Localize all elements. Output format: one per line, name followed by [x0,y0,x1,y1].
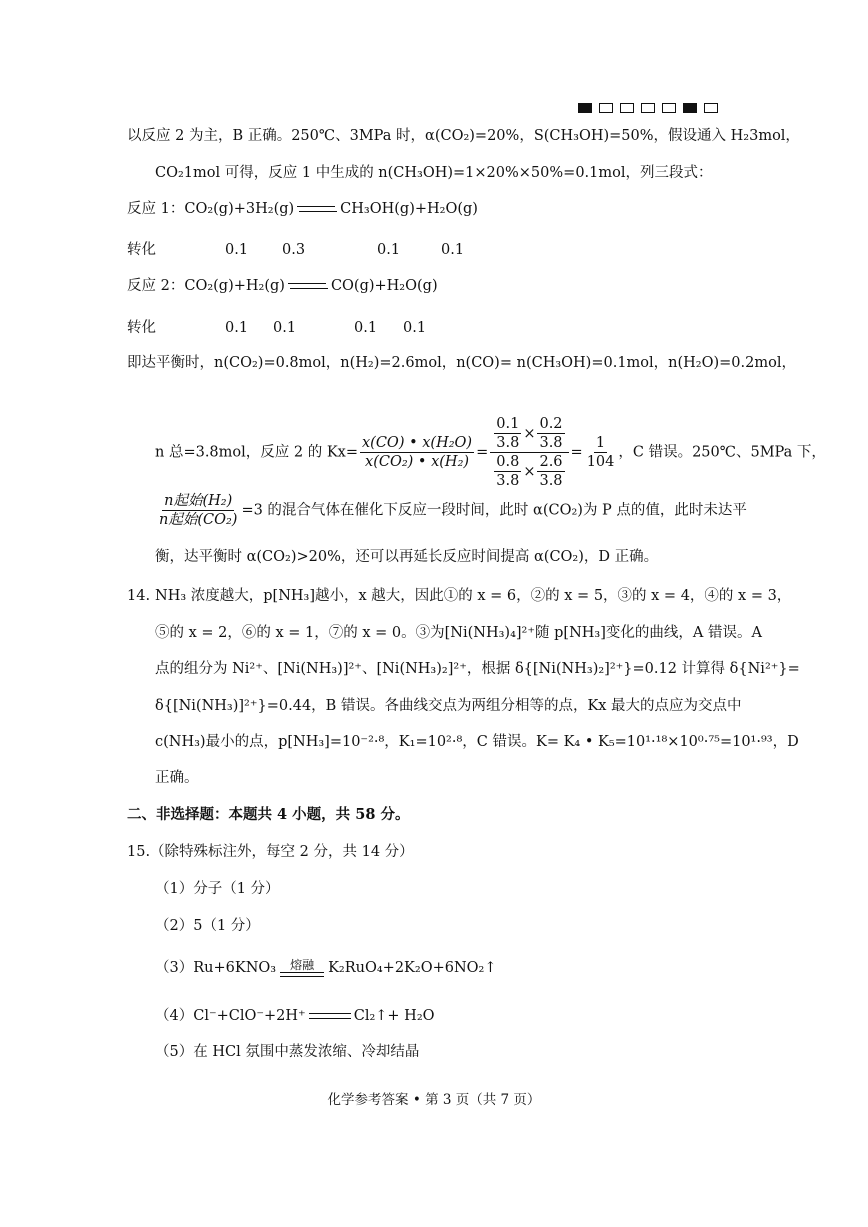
answer-3-reactants: （3）Ru+6KNO₃ [155,960,277,976]
kx-suffix: ，C 错误。250℃、5MPa 下， [618,444,826,461]
r2-conv-value: 0.1 [354,320,378,336]
r1-conv-value: 0.1 [441,242,465,258]
reaction-1-conversion-label: 转化 [127,242,156,258]
equals-arrow-icon [280,972,324,977]
q14-line: δ{[Ni(NH₃)]²⁺}=0.44，B 错误。各曲线交点为两组分相等的点，Kx 最大的点应为交点中 [155,698,742,714]
reaction-1-label: 反应 1： [127,201,185,217]
reaction-2-equation [127,276,438,296]
q15-header: 15.（除特殊标注外，每空 2 分，共 14 分） [127,844,414,860]
equilibrium-arrow-icon [297,204,337,214]
q14-line: 正确。 [155,770,199,786]
equilibrium-line: 即达平衡时，n(CO₂)=0.8mol，n(H₂)=2.6mol，n(CO)= n(CH₃OH)=0.1mol，n(H₂O)=0.2mol， [127,355,796,371]
q15-answer-1: （1）分子（1 分） [155,881,280,897]
r1-conv-value: 0.1 [377,242,401,258]
reaction-2-reactants: CO₂(g)+H₂(g) [184,278,285,294]
reaction-2-products: CO(g)+H₂O(g) [330,278,438,294]
frac-numerator: 2.6 [539,454,563,470]
marker-box-empty [599,103,613,113]
frac-h2 [537,453,564,490]
page-marker-boxes [578,103,718,113]
equals-arrow-icon [309,1013,351,1019]
reaction-1-reactants: CO₂(g)+3H₂(g) [184,201,295,217]
reaction-1-products: CH₃OH(g)+H₂O(g) [340,201,478,217]
q13-last-line: 衡，达平衡时 α(CO₂)>20%，还可以再延长反应时间提高 α(CO₂)，D 正确。 [155,549,659,565]
answer-4-products: Cl₂↑+ H₂O [353,1008,435,1024]
marker-box-empty [704,103,718,113]
frac-co [494,415,521,452]
ratio-fraction [157,492,239,529]
kx-formula-fraction [360,434,474,471]
frac-numerator: 1 [595,435,606,451]
page-footer: 化学参考答案 • 第 3 页（共 7 页） [327,1092,541,1108]
frac-numerator: 0.2 [539,416,563,432]
marker-box-filled [578,103,592,113]
r2-conv-value: 0.1 [225,320,249,336]
frac-denominator: 3.8 [496,473,520,489]
kx-formula-denominator: x(CO₂) • x(H₂) [365,454,470,470]
q15-answer-2: （2）5（1 分） [155,918,260,934]
frac-denominator: 3.8 [496,435,520,451]
ratio-suffix: =3 的混合气体在催化下反应一段时间，此时 α(CO₂)为 P 点的值，此时未达平 [241,502,747,519]
kx-formula-numerator: x(CO) • x(H₂O) [362,435,473,451]
reaction-condition [280,959,324,977]
marker-box-empty [641,103,655,113]
frac-denominator: 3.8 [539,435,563,451]
kx-prefix: n 总=3.8mol，反应 2 的 Kx= [155,444,358,461]
q13-line-2: CO₂1mol 可得，反应 1 中生成的 n(CH₃OH)=1×20%×50%=0.1mol，列三段式： [155,165,713,181]
equilibrium-arrow-icon [288,281,328,291]
ratio-denominator: n起始(CO₂) [159,512,238,528]
reaction-2-label: 反应 2： [127,278,185,294]
frac-numerator: 0.8 [496,454,520,470]
frac-denominator: 104 [586,454,615,470]
q15-answer-5: （5）在 HCl 氛围中蒸发浓缩、冷却结晶 [155,1044,420,1060]
q14-line: c(NH₃)最小的点，p[NH₃]=10⁻²·⁸，K₁=10²·⁸，C 错误。K= K₄ • K₅=10¹·¹⁸×10⁰·⁷⁵=10¹·⁹³，D [155,734,799,750]
kx-result-fraction [585,434,617,471]
q14-line: 点的组分为 Ni²⁺、[Ni(NH₃)]²⁺、[Ni(NH₃)₂]²⁺，根据 δ{[Ni(NH₃)₂]²⁺}=0.12 计算得 δ{Ni²⁺}= [155,661,800,677]
answer-3-products: K₂RuO₄+2K₂O+6NO₂↑ [328,960,497,976]
r2-conv-value: 0.1 [273,320,297,336]
q14-line: NH₃ 浓度越大，p[NH₃]越小，x 越大，因此①的 x = 6，②的 x = 5，③的 x = 4，④的 x = 3， [155,588,792,604]
frac-numerator: 0.1 [496,416,520,432]
section-2-title: 二、非选择题：本题共 4 小题，共 58 分。 [127,806,410,823]
marker-box-empty [662,103,676,113]
kx-expression: n 总=3.8mol，反应 2 的 Kx= $\frac{\text{x(CO) • x(H₂O)}}{\text{x(CO₂) • x(H₂)}}$ = $\frac{0.1}{3.8}$ × $\frac{0.2}{3.8}$ $\frac{0.8}{3.8}$ × $\frac{2.6}{3.8}$ = $\frac{1}{104}$ ，C 错误。250℃、5MPa 下， [155,416,826,489]
q14-number: 14. [127,588,151,604]
q15-answer-4 [155,1006,435,1026]
reaction-condition-label: 熔融 [290,958,315,972]
kx-value-compound-fraction: $\frac{0.1}{3.8}$ × $\frac{0.2}{3.8}$ $\frac{0.8}{3.8}$ × $\frac{2.6}{3.8}$ [490,415,568,490]
frac-denominator: 3.8 [539,473,563,489]
ratio-numerator: n起始(H₂) [164,493,233,509]
ratio-line [155,492,747,529]
r2-conv-value: 0.1 [403,320,427,336]
r1-conv-value: 0.1 [225,242,249,258]
frac-co2 [494,453,521,490]
answer-4-reactants: （4）Cl⁻+ClO⁻+2H⁺ [155,1008,306,1024]
marker-box-empty [620,103,634,113]
reaction-1-equation [127,199,478,219]
q15-answer-3 [155,956,497,980]
q13-line-1: 以反应 2 为主，B 正确。250℃、3MPa 时，α(CO₂)=20%，S(CH₃OH)=50%，假设通入 H₂3mol， [127,128,800,144]
reaction-2-conversion-label: 转化 [127,320,156,336]
q14-line: ⑤的 x = 2，⑥的 x = 1，⑦的 x = 0。③为[Ni(NH₃)₄]²⁺随 p[NH₃]变化的曲线，A 错误。A [155,625,762,641]
r1-conv-value: 0.3 [282,242,306,258]
marker-box-filled [683,103,697,113]
frac-h2o [537,415,564,452]
